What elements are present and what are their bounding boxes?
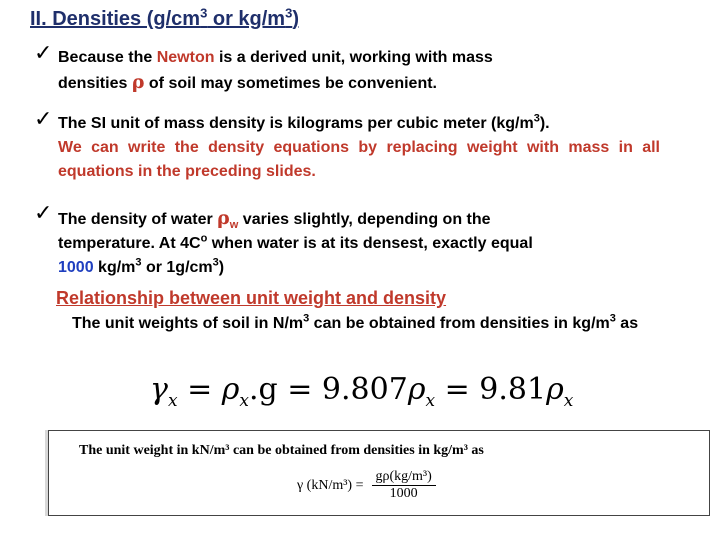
box-equation: γ (kN/m³) = $\frac{\text{gρ(kg/m³)}}{1000}$	[297, 469, 436, 502]
bullet-si-unit: ✓ The SI unit of mass density is kilograms per cubic meter $(kg/m^3)$. We can write the density equations by replacing weight with mass in all equations in the preceding slides.	[34, 112, 660, 184]
bullet-newton: ✓ Because the Newton is a derived unit, working with mass densities ρ of soil may sometimes be convenient.	[34, 41, 493, 93]
bullet-water-density: ✓ The density of water $\rho_w$ varies slightly, depending on the temperature. At $4C^o$ when water is at its densest, exactly equal 1000 $kg/m^3$ or $1g/cm^3$)	[34, 201, 533, 276]
relationship-heading: Relationship between unit weight and density	[56, 288, 447, 308]
rho-w-symbol: ρ	[217, 207, 230, 229]
water-density-value: 1000	[58, 259, 94, 276]
rho-symbol: ρ	[131, 71, 145, 93]
relationship-text: The unit weights of soil in $N/m^3$ can be obtained from densities in $kg/m^3$ as	[72, 312, 639, 332]
slide-title: II. Densities ($g/cm^3$ or $kg/m^3$)	[30, 5, 299, 30]
checkmark-icon: ✓	[34, 107, 53, 132]
unit-weight-equation: $\gamma_x = \rho_x.g = 9.807\rho_x = 9.81\rho_x$	[150, 372, 574, 411]
density-equations-note: We can write the density equations by replacing weight with mass in all equations in the preceding slides.	[58, 139, 660, 180]
checkmark-icon: ✓	[34, 41, 53, 66]
checkmark-icon: ✓	[34, 201, 53, 226]
newton-term: Newton	[156, 49, 215, 66]
box-text: The unit weight in kN/m³ can be obtained from densities in kg/m³ as	[79, 443, 484, 458]
kn-unit-weight-box	[48, 430, 710, 516]
